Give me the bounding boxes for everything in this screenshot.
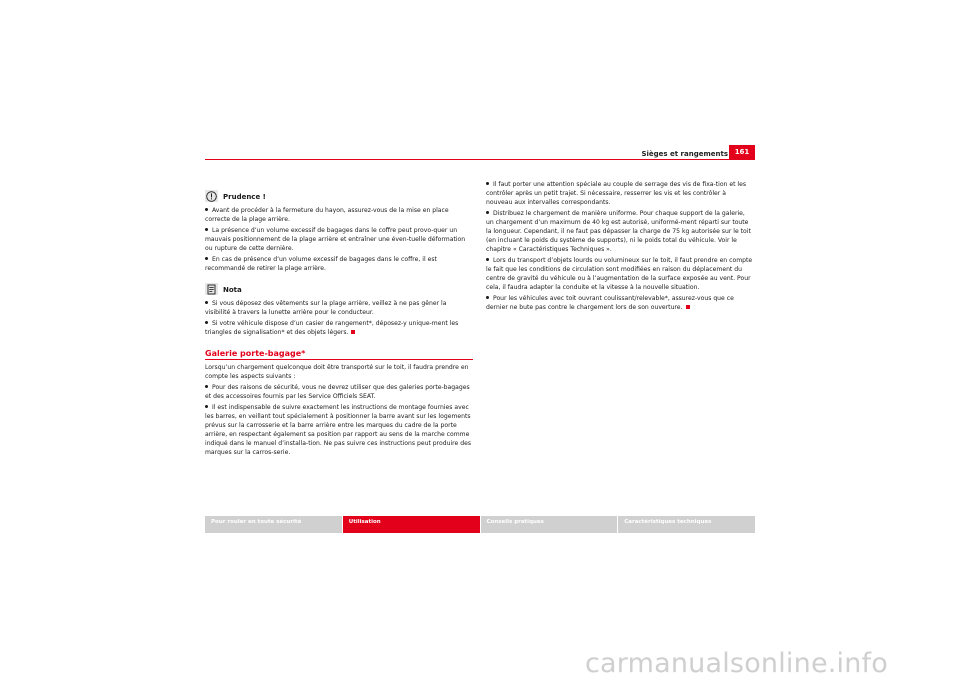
caution-title: Prudence ! [223,193,266,201]
tab-conseils[interactable]: Conseils pratiques [481,516,618,533]
nota-bullet: Si vous déposez des vêtements sur la plage arrière, veillez à ne pas gêner la visibilité à travers la lunette arrière pour le conducteur. [205,300,447,316]
tab-utilisation[interactable]: Utilisation [343,516,480,533]
note-icon [205,283,218,295]
caution-heading [205,190,473,202]
right-column [486,180,754,314]
right-bullet: Pour les véhicules avec toit ouvrant coulissant/relevable*, assurez-vous que ce dernier ne bute pas contre le chargement lors de son ouverture. [486,295,734,311]
nota-heading [205,283,473,295]
caution-bullet: En cas de présence d’un volume excessif de bagages dans le coffre, il est recommandé de retirer la plage arrière. [205,256,437,272]
right-bullet: Distribuez le chargement de manière uniforme. Pour chaque support de la galerie, un chargement d’un maximum de 40 kg est autorisé, uniformé-ment réparti sur toute la longueur. Cependant, il ne faut pas dépasser la charge de 75 kg autorisée sur le toit (en incluant le poids du système de supports), ni le poids total du véhicule. Voir le chapitre « Caractéristiques Techniques ». [486,210,751,253]
right-bullet: Il faut porter une attention spéciale au couple de serrage des vis de fixa-tion et les contrôler après un petit trajet. Si nécessaire, resserrer les vis et les contrôler à nouveau aux intervalles correspondants. [486,181,747,206]
watermark: carmanualsonline.info [585,648,888,679]
page-number: 161 [729,145,755,160]
nota-title: Nota [223,286,242,294]
warning-icon [205,190,218,202]
section-title: Galerie porte-bagage* [205,349,473,360]
end-mark [351,330,355,334]
left-column [205,190,473,459]
tab-safety[interactable]: Pour rouler en toute sécurité [205,516,342,533]
caution-bullet: La présence d’un volume excessif de bagages dans le coffre peut provo-quer un mauvais positionnement de la plage arrière et entraîner une éven-tuelle déformation ou rupture de cette dernière. [205,227,466,252]
page-header-title: Sièges et rangements [641,150,728,158]
section-bullet: Pour des raisons de sécurité, vous ne devrez utiliser que des galeries porte-bagages et des accessoires fournis par les Service Officiels SEAT. [205,384,470,400]
header-rule [205,159,755,160]
tab-caracteristiques[interactable]: Caractéristiques techniques [618,516,755,533]
section-bullet: Il est indispensable de suivre exactement les instructions de montage fournies avec les barres, en veillant tout spécialement à positionner la barre avant sur les logements prévus sur la carrosserie et la barre arrière entre les marques du cadre de la porte arrière, en respectant également sa position par rapport au sens de la marche comme indiqué dans le manuel d’installa-tion. Ne pas suivre ces instructions peut produire des marques sur la carros-serie. [205,404,472,456]
right-bullet: Lors du transport d’objets lourds ou volumineux sur le toit, il faut prendre en compte le fait que les conditions de circulation sont modifiées en raison du déplacement du centre de gravité du véhicule ou à l’augmentation de la surface exposée au vent. Pour cela, il faudra adapter la conduite et la vitesse à la nouvelle situation. [486,257,753,291]
end-mark [686,305,690,309]
caution-bullet: Avant de procéder à la fermeture du hayon, assurez-vous de la mise en place correcte de la plage arrière. [205,207,449,223]
section-intro: Lorsqu’un chargement quelconque doit être transporté sur le toit, il faudra prendre en compte les aspects suivants : [205,364,469,380]
footer-tabs [205,516,755,533]
nota-bullet: Si votre véhicule dispose d’un casier de rangement*, déposez-y unique-ment les triangles de signalisation* et des objets légers. [205,320,459,336]
